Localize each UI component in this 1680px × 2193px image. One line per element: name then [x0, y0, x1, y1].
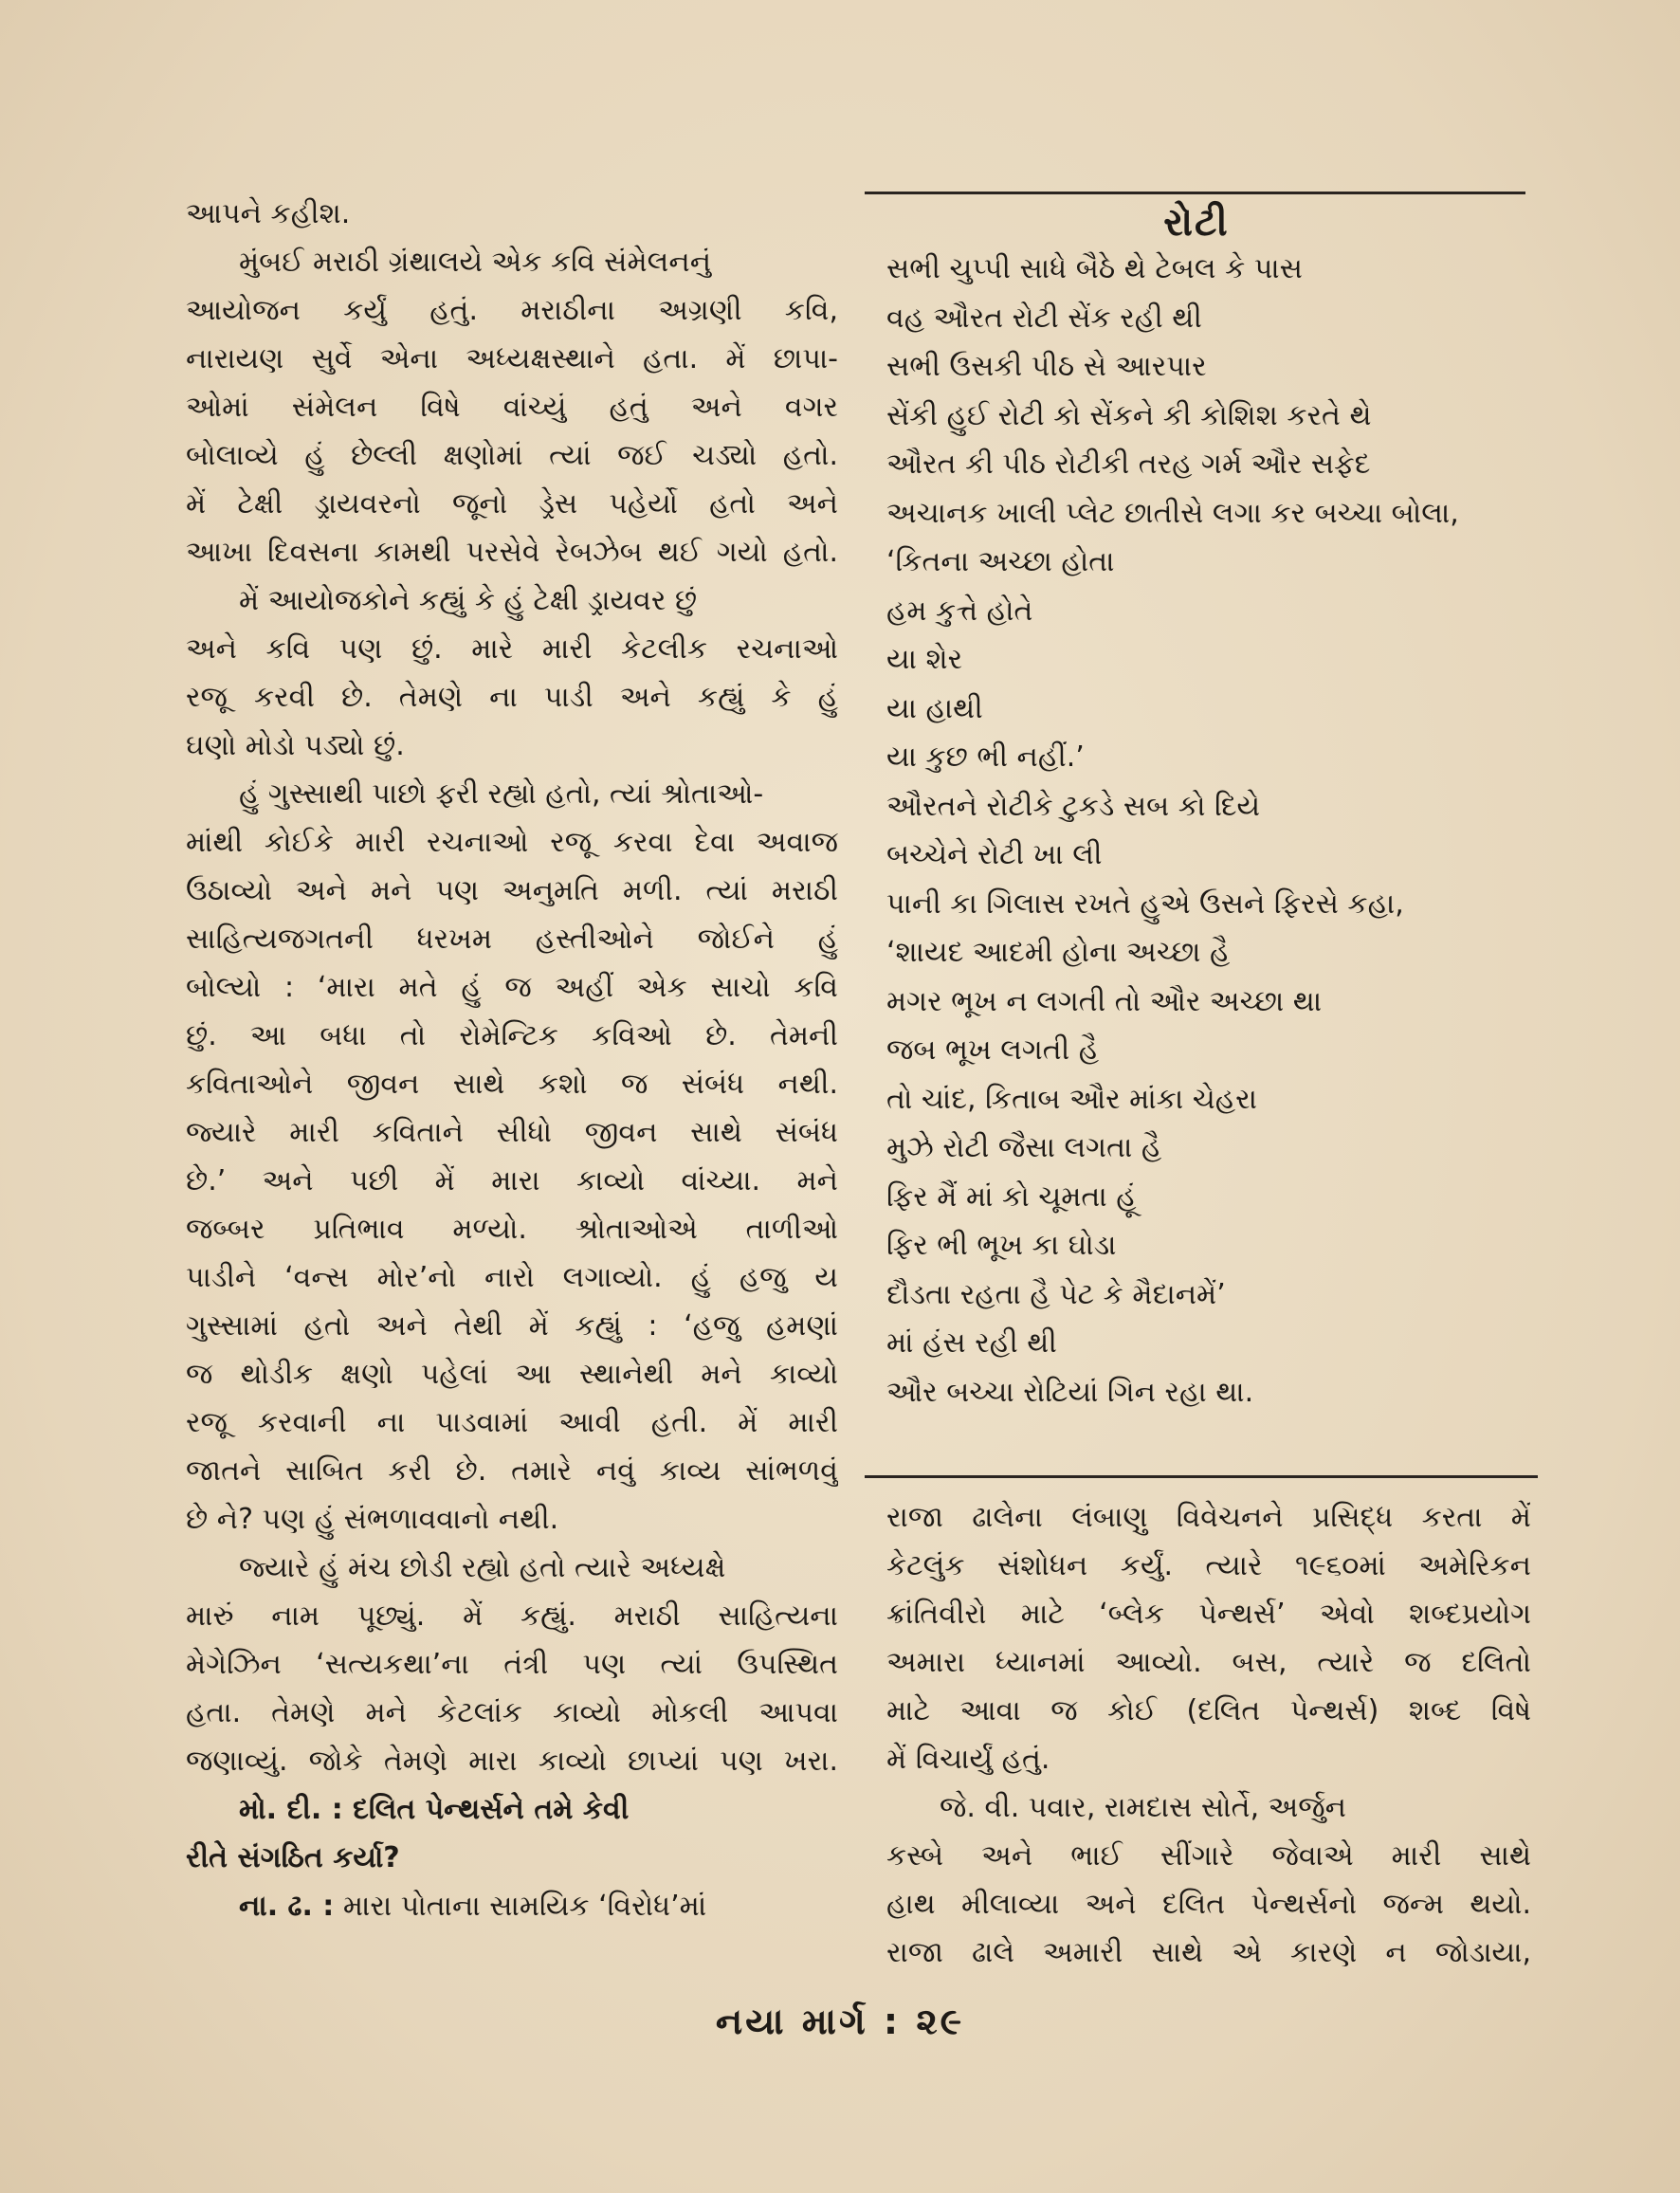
text-line: હું ગુસ્સાથી પાછો ફરી રહ્યો હતો, ત્યાં શ્રોતાઓ- — [239, 777, 764, 811]
poem-line: ઔરતને રોટીકે ટુકડે સબ કો દિયે — [886, 789, 1261, 823]
text-line: કવિતાઓને જીવન સાથે કશો જ સંબંધ નથી. — [186, 1068, 838, 1101]
text-line: ઘણો મોડો પડ્યો છું. — [186, 729, 405, 762]
poem-line: ફિર મૈં માં કો ચૂમતા હૂં — [886, 1179, 1137, 1214]
poem-line: તો ચાંદ, કિતાબ ઔર માંકા ચેહરા — [886, 1082, 1257, 1116]
text-line: કેટલુંક સંશોધન કર્યું. ત્યારે ૧૯૬૦માં અમેરિકન — [886, 1549, 1531, 1582]
poem-line: અચાનક ખાલી પ્લેટ છાતીસે લગા કર બચ્ચા બોલા, — [886, 496, 1459, 530]
text-line: માંથી કોઈકે મારી રચનાઓ રજૂ કરવા દેવા અવાજ — [186, 826, 838, 859]
text-line — [186, 1882, 838, 1930]
text-line: આયોજન કર્યું હતું. મરાઠીના અગ્રણી કવિ, — [186, 294, 838, 327]
text-line: રાજા ઢાલે અમારી સાથે એ કારણે ન જોડાયા, — [886, 1936, 1531, 1969]
speaker-text: મારા પોતાના સામયિક ‘વિરોધ’માં — [334, 1890, 707, 1923]
text-line: જ્યારે મારી કવિતાને સીધો જીવન સાથે સંબંધ — [186, 1116, 838, 1149]
text-line: છે ને? પણ હું સંભળાવવાનો નથી. — [186, 1503, 559, 1536]
text-line: મેં વિચાર્યું હતું. — [886, 1743, 1050, 1776]
poem-line: મગર ભૂખ ન લગતી તો ઔર અચ્છા થા — [886, 984, 1323, 1018]
poem-line: ઔરત કી પીઠ રોટીકી તરહ ગર્મ ઔર સફેદ — [886, 448, 1371, 481]
text-line: અમારા ધ્યાનમાં આવ્યો. બસ, ત્યારે જ દલિતો — [886, 1646, 1531, 1679]
text-line: ક્રાંતિવીરો માટે ‘બ્લેક પેન્થર્સ’ એવો શબ્દપ્રયોગ — [886, 1598, 1531, 1631]
text-line: રીતે સંગઠિત કર્યા? — [186, 1841, 400, 1874]
poem-line: ‘શાયદ આદમી હોના અચ્છા હૈ — [886, 936, 1231, 969]
poem-line: માં હંસ રહી થી — [886, 1326, 1057, 1360]
text-line: ગુસ્સામાં હતો અને તેથી મેં કહ્યું : ‘હજુ હમણાં — [186, 1309, 838, 1343]
poem-line: ઔર બચ્ચા રોટિયાં ગિન રહા થા. — [886, 1375, 1254, 1409]
poem-line: હમ કુત્તે હોતે — [886, 594, 1033, 628]
text-line: રજૂ કરવી છે. તેમણે ના પાડી અને કહ્યું કે હું — [186, 681, 838, 714]
poem-line: સેંકી હુઈ રોટી કો સેંકને કી કોશિશ કરતે થે — [886, 398, 1372, 432]
text-line: હતા. તેમણે મને કેટલાંક કાવ્યો મોકલી આપવા — [186, 1696, 838, 1729]
text-line: કસ્બે અને ભાઈ સીંગારે જેવાએ મારી સાથે — [886, 1839, 1531, 1873]
poem-line: સભી ચુપ્પી સાધે બૈઠે થે ટેબલ કે પાસ — [886, 252, 1303, 285]
text-line: જે. વી. પવાર, રામદાસ સોર્તે, અર્જુન — [940, 1791, 1347, 1824]
poem-line: મુઝે રોટી જૈસા લગતા હૈ — [886, 1131, 1162, 1164]
text-line: જ થોડીક ક્ષણો પહેલાં આ સ્થાનેથી મને કાવ્યો — [186, 1358, 838, 1391]
text-line: સાહિત્યજગતની ધરખમ હસ્તીઓને જોઈને હું — [186, 923, 838, 956]
poem-line: દૌડતા રહતા હૈ પેટ કે મૈદાનમેં’ — [886, 1277, 1226, 1311]
text-line: બોલાવ્યે હું છેલ્લી ક્ષણોમાં ત્યાં જઈ ચડ્યો હતો. — [186, 439, 838, 472]
text-line: જાતને સાબિત કરી છે. તમારે નવું કાવ્ય સાંભળવું — [186, 1454, 838, 1488]
poem-line: સભી ઉસકી પીઠ સે આરપાર — [886, 350, 1207, 383]
poem-line: પાની કા ગિલાસ રખતે હુએ ઉસને ફિરસે કહા, — [886, 886, 1404, 921]
speaker-lead: ના. ઢ. : — [239, 1890, 335, 1923]
poem-body — [886, 245, 1550, 1416]
text-line: માટે આવા જ કોઈ (દલિત પેન્થર્સ) શબ્દ વિષે — [886, 1694, 1531, 1727]
text-line: મેં આયોજકોને કહ્યું કે હું ટેક્ષી ડ્રાયવર છું — [239, 584, 698, 617]
text-line: બોલ્યો : ‘મારા મતે હું જ અહીં એક સાચો કવિ — [186, 971, 838, 1004]
poem-line: જબ ભૂખ લગતી હૈ — [886, 1033, 1100, 1067]
poem-line: ‘કિતના અચ્છા હોતા — [886, 545, 1115, 578]
text-line: પાડીને ‘વન્સ મોર’નો નારો લગાવ્યો. હું હજુ ય — [186, 1261, 838, 1294]
text-line: જ્યારે હું મંચ છોડી રહ્યો હતો ત્યારે અધ્યક્ષે — [239, 1551, 726, 1584]
text-line: રાજા ઢાલેના લંબાણુ વિવેચનને પ્રસિદ્ધ કરતા મેં — [886, 1501, 1531, 1534]
text-line: ઓમાં સંમેલન વિષે વાંચ્યું હતું અને વગર — [186, 391, 838, 424]
text-line: છું. આ બધા તો રોમેન્ટિક કવિઓ છે. તેમની — [186, 1019, 838, 1052]
text-line: જબ્બર પ્રતિભાવ મળ્યો. શ્રોતાઓએ તાળીઓ — [186, 1213, 838, 1246]
poem-line: ફિર ભી ભૂખ કા ઘોડા — [886, 1229, 1117, 1262]
text-line: નારાયણ સુર્વે એના અધ્યક્ષસ્થાને હતા. મેં છાપા- — [186, 342, 838, 375]
left-column — [186, 190, 838, 1930]
text-line: મો. દી. : દલિત પેન્થર્સને તમે કેવી — [239, 1793, 630, 1826]
poem-bottom-rule — [865, 1475, 1538, 1478]
text-line: હાથ મીલાવ્યા અને દલિત પેન્થર્સનો જન્મ થયો. — [886, 1888, 1531, 1921]
poem-line: યા હાથી — [886, 691, 983, 725]
text-line: મેગેઝિન ‘સત્યકથા’ના તંત્રી પણ ત્યાં ઉપસ્થિત — [186, 1648, 838, 1681]
poem-line: યા કુછ ભી નહીં.’ — [886, 740, 1085, 774]
text-line: રજૂ કરવાની ના પાડવામાં આવી હતી. મેં મારી — [186, 1406, 838, 1439]
poem-line: વહ ઔરત રોટી સેંક રહી થી — [886, 301, 1202, 335]
text-line: મેં ટેક્ષી ડ્રાયવરનો જૂનો ડ્રેસ પહેર્યો હતો અને — [186, 487, 838, 521]
text-line: છે.’ અને પછી મેં મારા કાવ્યો વાંચ્યા. મને — [186, 1164, 838, 1197]
text-line: મુંબઈ મરાઠી ગ્રંથાલયે એક કવિ સંમેલનનું — [239, 246, 712, 279]
text-line: આપને કહીશ. — [186, 197, 351, 230]
right-column-text — [886, 1493, 1531, 1977]
text-line: આખા દિવસના કામથી પરસેવે રેબઝેબ થઈ ગયો હતો. — [186, 536, 838, 569]
text-line: ઉઠાવ્યો અને મને પણ અનુમતિ મળી. ત્યાં મરાઠી — [186, 874, 838, 907]
page-footer: નયા માર્ગ : ૨૯ — [715, 2001, 965, 2042]
text-line: અને કવિ પણ છું. મારે મારી કેટલીક રચનાઓ — [186, 632, 838, 666]
poem-top-rule — [865, 192, 1525, 194]
poem-line: બચ્ચેને રોટી ખા લી — [886, 838, 1103, 871]
poem-title: રોટી — [1163, 201, 1230, 245]
text-line: જણાવ્યું. જોકે તેમણે મારા કાવ્યો છાપ્યાં પણ ખરા. — [186, 1745, 838, 1778]
text-line: મારું નામ પૂછ્યું. મેં કહ્યું. મરાઠી સાહિત્યના — [186, 1599, 838, 1633]
poem-line: યા શેર — [886, 643, 963, 676]
